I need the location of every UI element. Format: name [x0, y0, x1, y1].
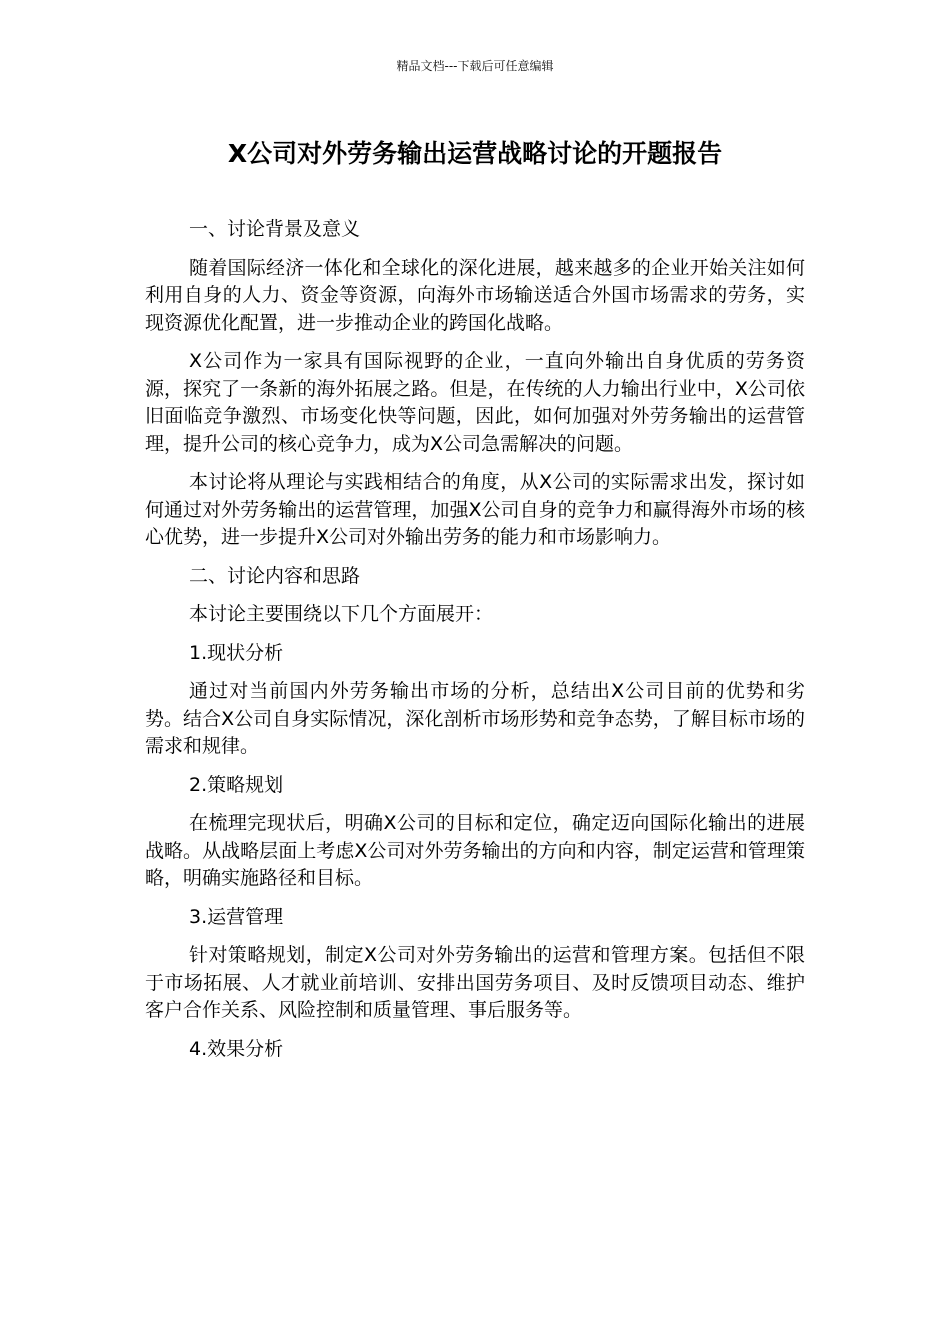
document-body	[145, 216, 805, 1074]
subheading-status-analysis: 1.现状分析	[189, 641, 284, 664]
subheading-effect-analysis: 4.效果分析	[189, 1037, 284, 1060]
header-note: 精品文档---下载后可任意编辑	[396, 59, 554, 73]
paragraph-status-analysis: 通过对当前国内外劳务输出市场的分析，总结出X公司目前的优势和劣势。结合X公司自身实际情况，深化剖析市场形势和竞争态势，了解目标市场的需求和规律。	[145, 680, 805, 757]
document-title: X公司对外劳务输出运营战略讨论的开题报告	[227, 139, 723, 168]
section-heading-content: 二、讨论内容和思路	[189, 564, 361, 587]
section-heading-background: 一、讨论背景及意义	[189, 218, 361, 240]
paragraph-globalization: 随着国际经济一体化和全球化的深化进展，越来越多的企业开始关注如何利用自身的人力、资金等资源，向海外市场输送适合外国市场需求的劳务，实现资源优化配置，进一步推动企业的跨国化战略。	[145, 256, 805, 334]
subheading-operations-management: 3.运营管理	[189, 905, 284, 928]
subheading-strategy-planning: 2.策略规划	[189, 773, 284, 796]
paragraph-strategy-planning: 在梳理完现状后，明确X公司的目标和定位，确定迈向国际化输出的进展战略。从战略层面上考虑X公司对外劳务输出的方向和内容，制定运营和管理策略，明确实施路径和目标。	[145, 812, 805, 889]
paragraph-overview: 本讨论主要围绕以下几个方面展开：	[189, 603, 494, 625]
paragraph-research-aim: 本讨论将从理论与实践相结合的角度，从X公司的实际需求出发，探讨如何通过对外劳务输出的运营管理，加强X公司自身的竞争力和赢得海外市场的核心优势，进一步提升X公司对外输出劳务的能力和市场影响力。	[145, 471, 805, 548]
paragraph-operations-management: 针对策略规划，制定X公司对外劳务输出的运营和管理方案。包括但不限于市场拓展、人才就业前培训、安排出国劳务项目、及时反馈项目动态、维护客户合作关系、风险控制和质量管理、事后服务等。	[145, 944, 805, 1021]
paragraph-company-situation: X公司作为一家具有国际视野的企业，一直向外输出自身优质的劳务资源，探究了一条新的海外拓展之路。但是，在传统的人力输出行业中，X公司依旧面临竞争激烈、市场变化快等问题，因此，如何加强对外劳务输出的运营管理，提升公司的核心竞争力，成为X公司急需解决的问题。	[145, 350, 805, 455]
